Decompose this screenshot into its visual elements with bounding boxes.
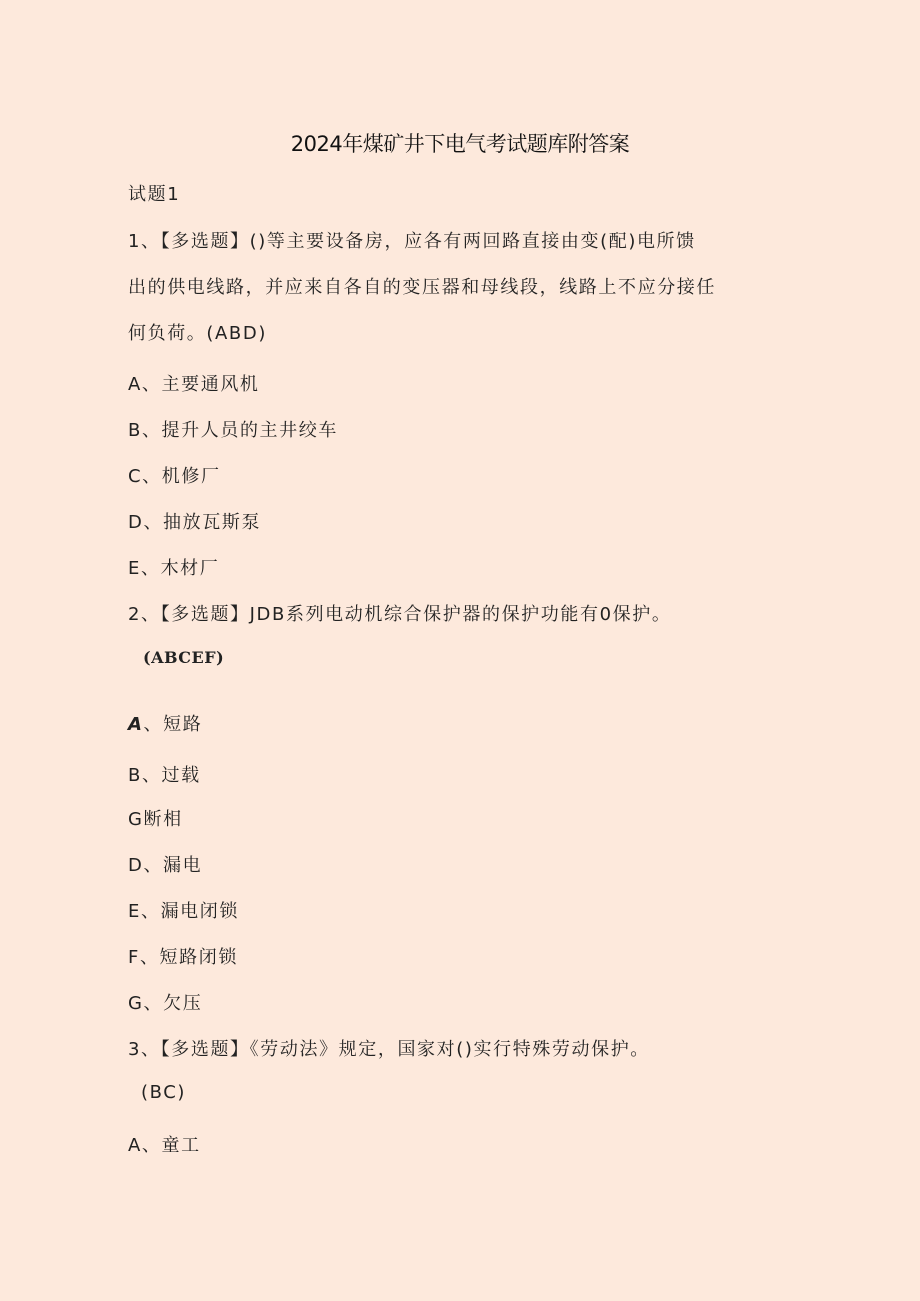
question-2-option-f: F、短路闭锁	[128, 947, 238, 968]
question-2-option-d: D、漏电	[128, 855, 203, 876]
question-1-line-3: 何负荷。(ABD)	[128, 323, 267, 344]
question-1-line-1: 1、【多选题】()等主要设备房，应各有两回路直接由变(配)电所馈	[128, 231, 696, 252]
question-1-option-e: E、木材厂	[128, 558, 220, 579]
question-2-answer: (ABCEF)	[143, 648, 225, 667]
question-2-option-a-letter: A	[128, 714, 144, 735]
question-3-option-a: A、童工	[128, 1135, 201, 1156]
document-title: 2024年煤矿井下电气考试题库附答案	[290, 132, 630, 156]
question-1-option-c: C、机修厂	[128, 466, 221, 487]
question-1-option-a: A、主要通风机	[128, 374, 260, 395]
question-2-option-a	[128, 710, 202, 736]
question-2-option-b: B、过载	[128, 765, 201, 786]
question-2-line-1: 2、【多选题】JDB系列电动机综合保护器的保护功能有0保护。	[128, 604, 672, 625]
question-2-option-g: G、欠压	[128, 993, 203, 1014]
section-label: 试题1	[128, 184, 181, 205]
question-2-option-e: E、漏电闭锁	[128, 901, 239, 922]
question-3-line-1: 3、【多选题】《劳动法》规定，国家对()实行特殊劳动保护。	[128, 1039, 650, 1060]
question-3-answer: (BC)	[141, 1082, 187, 1103]
question-1-line-2: 出的供电线路，并应来自各自的变压器和母线段，线路上不应分接任	[128, 277, 716, 298]
question-2-option-a-text: 、短路	[143, 714, 203, 735]
question-1-option-b: B、提升人员的主井绞车	[128, 420, 338, 441]
question-2-option-c: G断相	[128, 809, 183, 830]
question-1-option-d: D、抽放瓦斯泵	[128, 512, 262, 533]
